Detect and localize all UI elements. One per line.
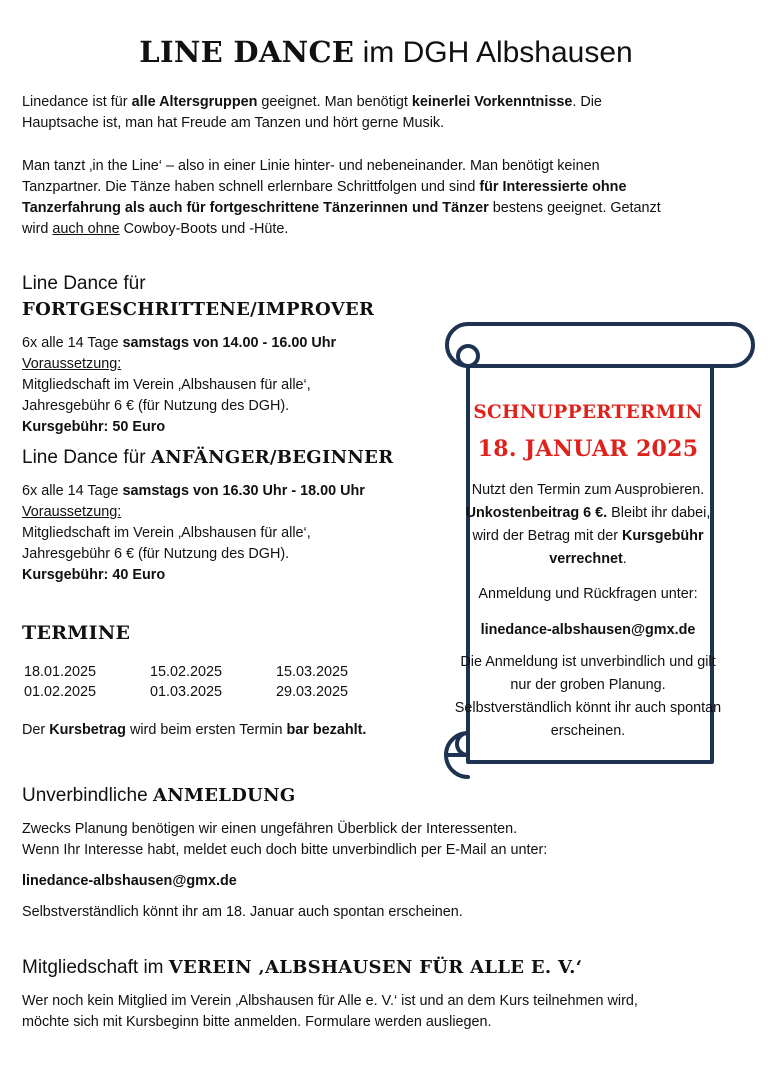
advanced-requirement-label: Voraussetzung: xyxy=(22,356,122,372)
intro2-underline: auch ohne xyxy=(52,221,120,237)
payment-note-bold-2: bar bezahlt. xyxy=(286,722,367,738)
registration-heading-styled: ANMELDUNG xyxy=(152,785,296,806)
membership-heading-prefix: Mitgliedschaft im xyxy=(22,957,169,978)
registration-line-1: Zwecks Planung benötigen wir einen ungefähren Überblick der Interessenten. xyxy=(22,821,518,837)
payment-note xyxy=(22,720,422,741)
date-cell: 15.03.2025 xyxy=(276,664,349,680)
beginner-heading-styled: ANFÄNGER/BEGINNER xyxy=(150,447,394,468)
beginner-schedule xyxy=(22,481,422,502)
dates-table xyxy=(22,662,400,702)
payment-note-bold-1: Kursbetrag xyxy=(49,722,126,738)
payment-note-text-1: Der xyxy=(22,722,50,738)
advanced-requirement-line-1: Mitgliedschaft im Verein ‚Albshausen für alle‘, xyxy=(22,377,311,393)
termine-heading: TERMINE xyxy=(22,622,131,644)
intro1-bold-1: alle Altersgruppen xyxy=(131,94,258,110)
scroll-info-bold-2: Kursgebühr verrechnet xyxy=(549,528,704,567)
registration-section xyxy=(22,783,722,923)
membership-text: Wer noch kein Mitglied im Verein ‚Albshausen für Alle e. V.‘ ist und an dem Kurs teilnehmen wird, möchte sich mit Kursbeginn bitte anmelden. Formulare werden ausliegen. xyxy=(22,993,638,1030)
page-title-styled: LINE DANCE xyxy=(139,35,355,69)
registration-note: Selbstverständlich könnt ihr am 18. Januar auch spontan erscheinen. xyxy=(22,904,463,920)
intro2-bold-1: für Interessierte ohne Tanzerfahrung als auch für fortgeschrittene Tänzerinnen und Tänzer xyxy=(22,179,627,216)
intro-paragraph-2 xyxy=(22,156,682,240)
date-cell: 01.02.2025 xyxy=(24,684,97,700)
advanced-schedule xyxy=(22,333,422,354)
intro1-text-1: Linedance ist für xyxy=(22,94,132,110)
scroll-note: Die Anmeldung ist unverbindlich und gilt nur der groben Planung. Selbstverständlich könnt ihr auch spontan erscheinen. xyxy=(454,654,722,739)
page-title-rest: im DGH Albshausen xyxy=(354,36,633,69)
registration-line-2: Wenn Ihr Interesse habt, meldet euch doch bitte unverbindlich per E-Mail an unter: xyxy=(22,842,548,858)
beginner-heading xyxy=(22,445,422,471)
scroll-content xyxy=(452,395,724,743)
beginner-section xyxy=(22,445,422,586)
date-cell: 18.01.2025 xyxy=(24,664,97,680)
date-cell: 01.03.2025 xyxy=(150,684,223,700)
advanced-heading-styled: FORTGESCHRITTENE/IMPROVER xyxy=(22,299,375,320)
membership-section xyxy=(22,955,682,1033)
advanced-requirement-line-2: Jahresgebühr 6 € (für Nutzung des DGH). xyxy=(22,398,290,414)
termine-section xyxy=(22,620,422,741)
beginner-requirement-line-2: Jahresgebühr 6 € (für Nutzung des DGH). xyxy=(22,546,290,562)
payment-note-text-2: wird beim ersten Termin xyxy=(125,722,287,738)
intro1-text-3: . Die Hauptsache ist, man hat Freude am Tanzen und hört gerne Musik. xyxy=(22,94,602,131)
beginner-requirement-label: Voraussetzung: xyxy=(22,504,122,520)
advanced-schedule-text: 6x alle 14 Tage xyxy=(22,335,123,351)
membership-heading-styled: VEREIN ‚ALBSHAUSEN FÜR ALLE E. V.‘ xyxy=(168,957,583,978)
advanced-heading xyxy=(22,271,422,323)
date-cell: 15.02.2025 xyxy=(150,664,223,680)
advanced-section xyxy=(22,271,422,438)
scroll-info-text-1: Nutzt den Termin zum Ausprobieren. xyxy=(471,482,705,498)
beginner-schedule-time: samstags von 16.30 Uhr - 18.00 Uhr xyxy=(122,483,365,499)
advanced-heading-prefix: Line Dance für xyxy=(22,273,146,294)
dates-row xyxy=(22,682,400,702)
date-cell: 29.03.2025 xyxy=(276,684,349,700)
membership-heading xyxy=(22,955,682,981)
intro2-text-2: bestens geeignet. Getanzt wird xyxy=(22,200,661,237)
scroll-info-paragraph xyxy=(452,479,724,571)
registration-email-link[interactable]: linedance-albshausen@gmx.de xyxy=(22,873,237,889)
registration-heading-prefix: Unverbindliche xyxy=(22,785,153,806)
scroll-date: 18. JANUAR 2025 xyxy=(477,436,699,462)
intro2-text-1: Man tanzt ‚in the Line‘ – also in einer Linie hinter- und nebeneinander. Man benötigt keinen Tanzpartner. Die Tänze haben schnell erlernbare Schrittfolgen und sind xyxy=(22,158,600,195)
scroll-info-text-3: . xyxy=(622,551,627,567)
intro2-text-3: Cowboy-Boots und -Hüte. xyxy=(119,221,289,237)
intro1-text-2: geeignet. Man benötigt xyxy=(257,94,412,110)
intro1-bold-2: keinerlei Vorkenntnisse xyxy=(411,94,573,110)
taster-scroll-box xyxy=(416,315,760,785)
advanced-schedule-time: samstags von 14.00 - 16.00 Uhr xyxy=(122,335,337,351)
scroll-title: SCHNUPPERTERMIN xyxy=(473,402,703,423)
dates-row xyxy=(22,662,400,682)
advanced-fee: Kursgebühr: 50 Euro xyxy=(22,419,166,435)
beginner-requirement-line-1: Mitgliedschaft im Verein ‚Albshausen für alle‘, xyxy=(22,525,311,541)
registration-heading xyxy=(22,783,722,809)
scroll-info-bold-1: Unkostenbeitrag 6 €. xyxy=(465,505,608,521)
beginner-schedule-text: 6x alle 14 Tage xyxy=(22,483,123,499)
scroll-contact-label: Anmeldung und Rückfragen unter: xyxy=(478,586,698,602)
beginner-heading-prefix: Line Dance für xyxy=(22,447,151,468)
beginner-fee: Kursgebühr: 40 Euro xyxy=(22,567,166,583)
scroll-email-link[interactable]: linedance-albshausen@gmx.de xyxy=(480,622,696,638)
intro-paragraph-1 xyxy=(22,92,662,134)
scroll-info-text-2: Bleibt ihr dabei, wird der Betrag mit der xyxy=(472,505,711,544)
page-title xyxy=(0,32,772,73)
